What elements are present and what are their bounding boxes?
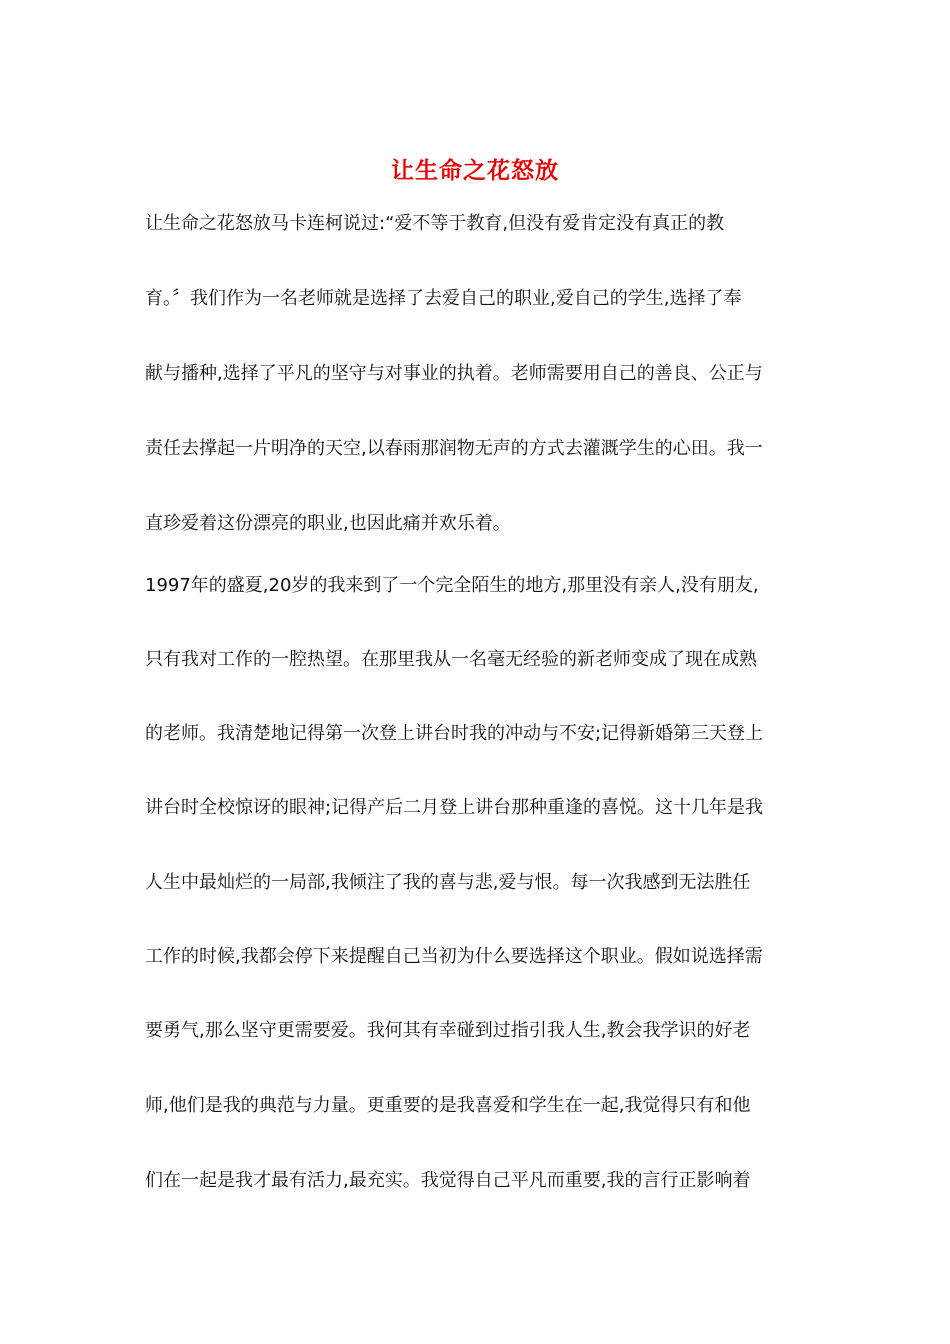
paragraph-line: 献与播种,选择了平凡的坚守与对事业的执着。老师需要用自己的善良、公正与 [145, 363, 763, 384]
paragraph-line: 师,他们是我的典范与力量。更重要的是我喜爱和学生在一起,我觉得只有和他 [145, 1095, 751, 1116]
document-title: 让生命之花怒放 [391, 157, 559, 184]
paragraph-line: 只有我对工作的一腔热望。在那里我从一名毫无经验的新老师变成了现在成熟 [145, 649, 757, 670]
paragraph-line: 责任去撑起一片明净的天空,以春雨那润物无声的方式去灌溉学生的心田。我一 [145, 438, 763, 459]
paragraph-line: 人生中最灿烂的一局部,我倾注了我的喜与悲,爱与恨。每一次我感到无法胜任 [145, 872, 751, 893]
paragraph-line: 直珍爱着这份漂亮的职业,也因此痛并欢乐着。 [145, 513, 511, 534]
paragraph-line: 1997年的盛夏,20岁的我来到了一个完全陌生的地方,那里没有亲人,没有朋友, [145, 575, 759, 596]
paragraph-line: 要勇气,那么坚守更需要爱。我何其有幸碰到过指引我人生,教会我学识的好老 [145, 1020, 751, 1041]
paragraph-line: 工作的时候,我都会停下来提醒自己当初为什么要选择这个职业。假如说选择需 [145, 946, 763, 967]
paragraph-line: 让生命之花怒放马卡连柯说过:“爱不等于教育,但没有爱肯定没有真正的教 [145, 213, 725, 234]
paragraph-line: 的老师。我清楚地记得第一次登上讲台时我的冲动与不安;记得新婚第三天登上 [145, 723, 764, 744]
paragraph-line: 们在一起是我才最有活力,最充实。我觉得自己平凡而重要,我的言行正影响着 [145, 1170, 751, 1191]
paragraph-line: 讲台时全校惊讶的眼神;记得产后二月登上讲台那种重逢的喜悦。这十几年是我 [145, 797, 764, 818]
paragraph-line: 育。〞我们作为一名老师就是选择了去爱自己的职业,爱自己的学生,选择了奉 [145, 288, 742, 309]
